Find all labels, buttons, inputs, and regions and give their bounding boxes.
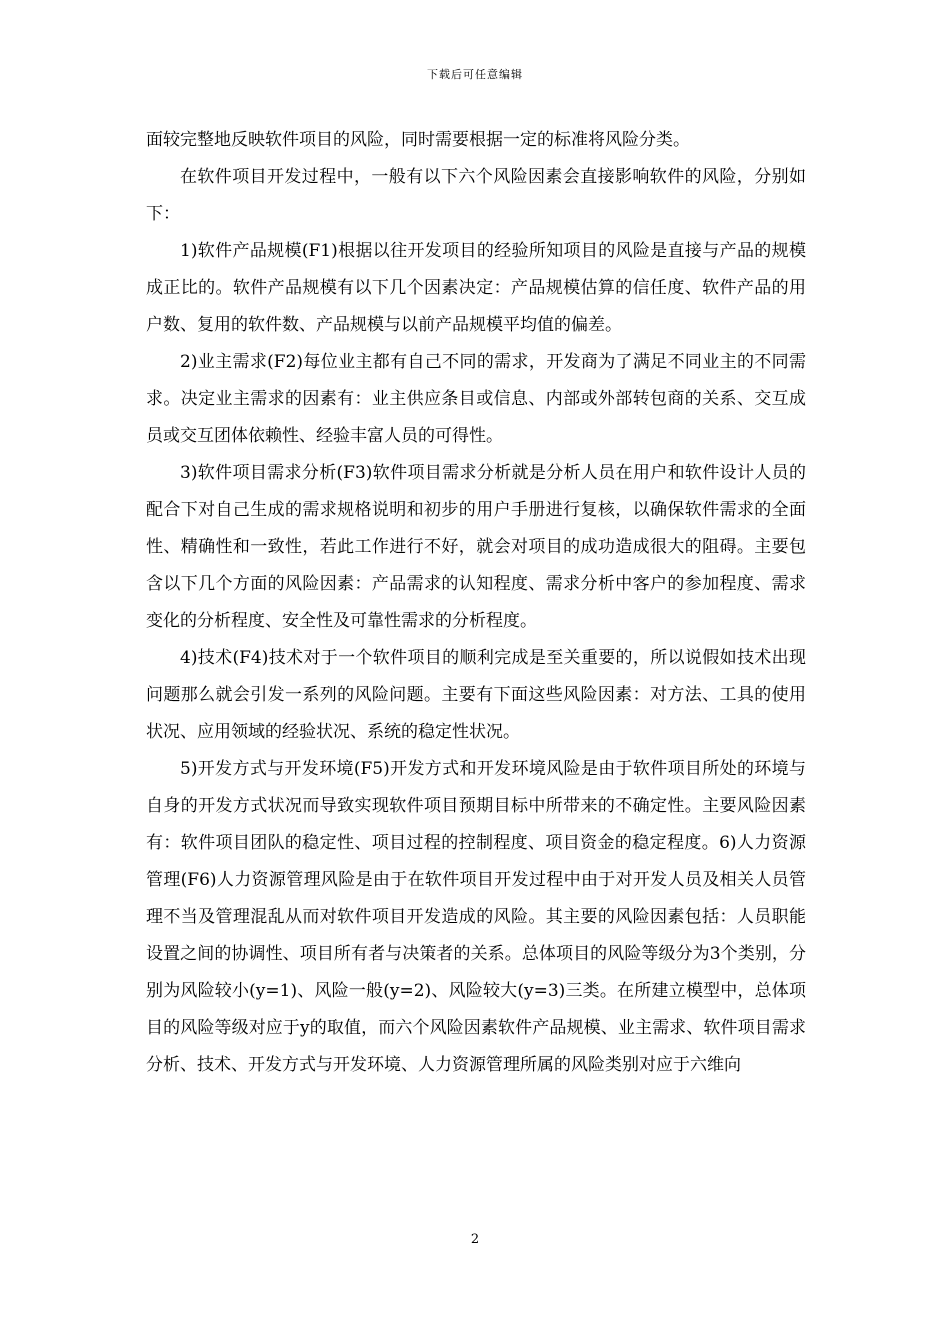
paragraph-f5-f6-environment-hr: 5)开发方式与开发环境(F5)开发方式和开发环境风险是由于软件项目所处的环境与自身的开发方式状况而导致实现软件项目预期目标中所带来的不确定性。主要风险因素有：软件项目团队的稳定性、项目过程的控制程度、项目资金的稳定程度。6)人力资源管理(F6)人力资源管理风险是由于在软件项目开发过程中由于对开发人员及相关人员管理不当及管理混乱从而对软件项目开发造成的风险。其主要的风险因素包括：人员职能设置之间的协调性、项目所有者与决策者的关系。总体项目的风险等级分为3个类别，分别为风险较小(y=1)、风险一般(y=2)、风险较大(y=3)三类。在所建立模型中，总体项目的风险等级对应于y的取值，而六个风险因素软件产品规模、业主需求、软件项目需求分析、技术、开发方式与开发环境、人力资源管理所属的风险类别对应于六维向: [146, 759, 806, 1075]
paragraph-f1-product-scale: 1)软件产品规模(F1)根据以往开发项目的经验所知项目的风险是直接与产品的规模成正比的。软件产品规模有以下几个因素决定：产品规模估算的信任度、软件产品的用户数、复用的软件数、产品规模与以前产品规模平均值的偏差。: [146, 241, 806, 335]
paragraph-f2-owner-requirements: 2)业主需求(F2)每位业主都有自己不同的需求，开发商为了满足不同业主的不同需求。决定业主需求的因素有：业主供应条目或信息、内部或外部转包商的关系、交互成员或交互团体依赖性、经验丰富人员的可得性。: [146, 352, 806, 446]
page-header: 下载后可任意编辑: [427, 68, 523, 81]
paragraph-f4-technology: 4)技术(F4)技术对于一个软件项目的顺利完成是至关重要的，所以说假如技术出现问题那么就会引发一系列的风险问题。主要有下面这些风险因素：对方法、工具的使用状况、应用领域的经验状况、系统的稳定性状况。: [146, 648, 806, 742]
document-body: [146, 122, 806, 1084]
paragraph-intro: 在软件项目开发过程中，一般有以下六个风险因素会直接影响软件的风险，分别如下：: [146, 167, 806, 224]
page-number: 2: [470, 1232, 480, 1247]
paragraph-f3-requirements-analysis: 3)软件项目需求分析(F3)软件项目需求分析就是分析人员在用户和软件设计人员的配合下对自己生成的需求规格说明和初步的用户手册进行复核，以确保软件需求的全面性、精确性和一致性，若此工作进行不好，就会对项目的成功造成很大的阻碍。主要包含以下几个方面的风险因素：产品需求的认知程度、需求分析中客户的参加程度、需求变化的分析程度、安全性及可靠性需求的分析程度。: [146, 463, 806, 631]
paragraph-continuation: 面较完整地反映软件项目的风险，同时需要根据一定的标准将风险分类。: [146, 130, 690, 150]
